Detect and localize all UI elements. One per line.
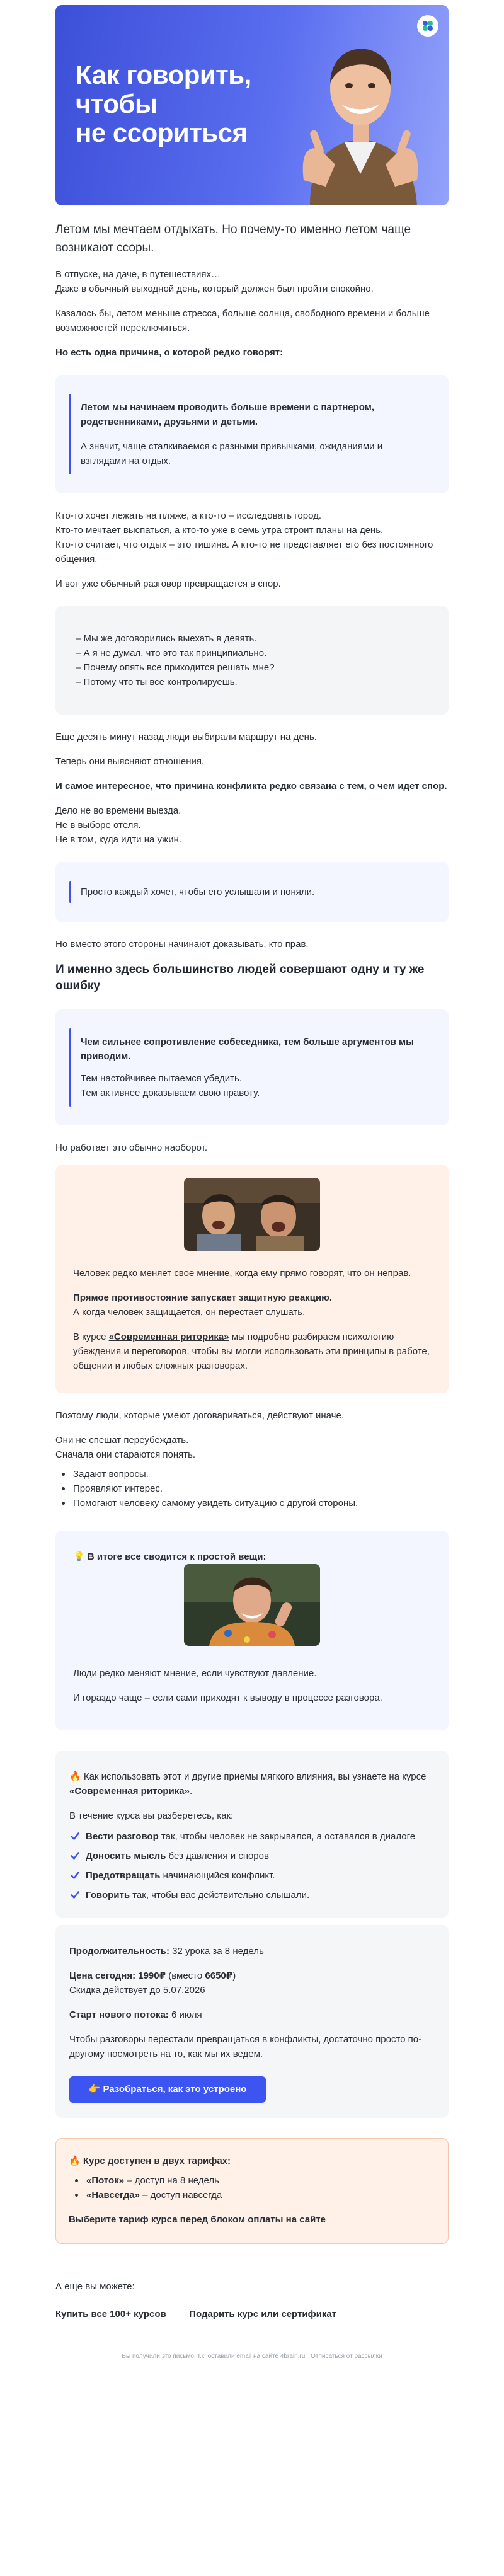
paragraph — [55, 509, 449, 566]
tariff-card — [55, 2138, 449, 2244]
hero-banner — [55, 5, 449, 205]
list-item: Проявляют интерес. — [55, 1481, 449, 1496]
tariff-desc: – доступ навсегда — [139, 2190, 222, 2200]
paragraph: Но работает это обычно наоборот. — [55, 1142, 208, 1153]
benefit-list — [69, 1829, 435, 1902]
tariff-name: «Поток» — [86, 2175, 125, 2186]
price-text: Чтобы разговоры перестали превращаться в конфликты, достаточно просто по-другому посмотреть на то, как мы их ведем. — [69, 2034, 422, 2059]
text-fragment: В курсе — [73, 1331, 109, 1342]
intro-lead: Летом мы мечтаем отдыхать. Но почему-то именно летом чаще возникают ссоры. — [55, 223, 411, 255]
benefit-bold: Доносить мысль — [86, 1851, 166, 1861]
site-link[interactable]: 4brain.ru — [280, 2353, 306, 2360]
price-old: 6650₽ — [205, 1970, 233, 1981]
paragraph: И вот уже обычный разговор превращается в спор. — [55, 578, 281, 589]
movie-still-image — [184, 1178, 320, 1251]
intro-reason: Но есть одна причина, о которой редко говорят: — [55, 347, 284, 358]
quote-bold: Чем сильнее сопротивление собеседника, тем больше аргументов мы приводим. — [81, 1037, 414, 1062]
summary-title-text: В итоге все сводится к простой вещи: — [87, 1551, 266, 1562]
dialog-line: – Мы же договорились выехать в девять. — [76, 633, 257, 644]
fire-icon: 🔥 — [69, 2156, 81, 2166]
info-card — [55, 1165, 449, 1393]
course-card — [55, 1751, 449, 1918]
text-line: Они не спешат переубеждать. — [55, 1435, 189, 1446]
duration-line — [69, 1944, 435, 1958]
quote-text: Просто каждый хочет, чтобы его услышали и поняли. — [81, 887, 315, 897]
paragraph-bold: И самое интересное, что причина конфликта редко связана с тем, о чем идет спор. — [55, 781, 447, 791]
pointing-hand-icon: 👉 — [88, 2084, 101, 2095]
benefit-item — [69, 1888, 435, 1902]
summary-text: Люди редко меняют мнение, если чувствуют давление. — [73, 1668, 317, 1679]
more-links — [55, 2309, 449, 2320]
paragraph — [55, 803, 449, 847]
check-icon — [71, 1851, 79, 1860]
list-item: Помогают человеку самому увидеть ситуацию с другой стороны. — [55, 1496, 449, 1510]
tariff-item — [69, 2188, 435, 2202]
benefit-text: так, чтобы человек не закрывался, а оставался в диалоге — [158, 1831, 416, 1842]
tariff-name: «Навсегда» — [86, 2190, 140, 2200]
start-line — [69, 2008, 435, 2022]
benefit-text: так, чтобы вас действительно слышали. — [130, 1890, 310, 1900]
price-today: Цена сегодня: 1990₽ — [69, 1970, 166, 1981]
unsubscribe-link[interactable]: Отписаться от рассылки — [311, 2353, 382, 2360]
card-text: А когда человек защищается, он перестает слушать. — [73, 1307, 306, 1318]
dialog-line: – А я не думал, что это так принципиально. — [76, 648, 267, 658]
intro-paragraph: Казалось бы, летом меньше стресса, больше солнца, свободного времени и больше возможностей переключиться. — [55, 308, 430, 333]
card-bold: Прямое противостояние запускает защитную реакцию. — [73, 1292, 333, 1303]
text-line: Кто-то хочет лежать на пляже, а кто-то – исследовать город. — [55, 510, 322, 521]
summary-card — [55, 1531, 449, 1730]
email-container — [55, 0, 449, 2372]
benefit-text: без давления и споров — [166, 1851, 269, 1861]
paragraph: Еще десять минут назад люди выбирали маршрут на день. — [55, 732, 317, 742]
hero-title-line: не ссориться — [76, 118, 248, 147]
quote-block — [55, 862, 449, 922]
benefit-item — [69, 1868, 435, 1883]
footer-text: Вы получили это письмо, т.к. оставили email на сайте — [122, 2353, 279, 2360]
tariff-cta: Выберите тариф курса перед блоком оплаты на сайте — [69, 2214, 326, 2225]
course-subtitle: В течение курса вы разберетесь, как: — [69, 1810, 234, 1821]
bullet-list — [55, 1467, 449, 1510]
text-line: Не в том, куда идти на ужин. — [55, 834, 182, 845]
quote-text: Тем настойчивее пытаемся убедить. — [81, 1073, 243, 1084]
paragraph — [55, 1433, 449, 1462]
tariff-desc: – доступ на 8 недель — [124, 2175, 219, 2186]
quote-text: А значит, чаще сталкиваемся с разными привычками, ожиданиями и взглядами на отдых. — [81, 441, 383, 466]
movie-still-image — [184, 1564, 320, 1646]
tariff-title — [69, 2154, 435, 2168]
price-line — [69, 1969, 435, 1983]
dialog-block — [55, 606, 449, 715]
tariff-title-text: Курс доступен в двух тарифах: — [83, 2156, 231, 2166]
cta-button[interactable] — [69, 2076, 266, 2103]
course-link[interactable]: «Современная риторика» — [69, 1786, 190, 1797]
paragraph: Но вместо этого стороны начинают доказывать, кто прав. — [55, 939, 309, 950]
benefit-item — [69, 1849, 435, 1863]
card-text: Человек редко меняет свое мнение, когда ему прямо говорят, что он неправ. — [73, 1268, 411, 1279]
paragraph: Теперь они выясняют отношения. — [55, 756, 205, 767]
section-heading: И именно здесь большинство людей совершают одну и ту же ошибку — [55, 963, 425, 992]
quote-block — [55, 375, 449, 493]
cta-button-label: Разобраться, как это устроено — [103, 2084, 247, 2095]
price-card — [55, 1925, 449, 2118]
quote-bold: Летом мы начинаем проводить больше времени с партнером, родственниками, друзьями и детьми. — [81, 402, 374, 427]
intro-line: В отпуске, на даче, в путешествиях… — [55, 269, 220, 280]
check-icon — [71, 1832, 79, 1841]
start-value: 6 июля — [168, 2010, 202, 2020]
hero-title-line: Как говорить, — [76, 60, 251, 89]
course-link[interactable]: «Современная риторика» — [108, 1331, 229, 1342]
quote-block — [55, 1009, 449, 1125]
footer — [55, 2353, 449, 2372]
start-label: Старт нового потока: — [69, 2010, 169, 2020]
pointing-man-illustration — [297, 23, 423, 205]
text-fragment: мы подробно разбираем психологию убеждения и переговоров, чтобы вы могли использовать эти принципы в работе, общении и любых сложных разговорах. — [73, 1331, 430, 1371]
dialog-line: – Почему опять все приходится решать мне? — [76, 662, 275, 673]
benefit-bold: Вести разговор — [86, 1831, 159, 1842]
text-fragment: . — [189, 1786, 193, 1797]
discount-line: Скидка действует до 5.07.2026 — [69, 1985, 205, 1996]
text-fragment: Как использовать этот и другие приемы мягкого влияния, вы узнаете на курсе — [83, 1771, 427, 1782]
duration-label: Продолжительность: — [69, 1946, 169, 1957]
lightbulb-icon: 💡 — [73, 1551, 85, 1562]
dialog-line: – Потому что ты все контролируешь. — [76, 677, 238, 687]
benefit-bold: Говорить — [86, 1890, 130, 1900]
intro-paragraph — [55, 267, 449, 296]
tariff-list — [69, 2173, 435, 2202]
benefit-bold: Предотвращать — [86, 1870, 161, 1881]
intro-line: Даже в обычный выходной день, который должен был пройти спокойно. — [55, 284, 374, 294]
benefit-item — [69, 1829, 435, 1844]
text-line: Не в выборе отеля. — [55, 820, 141, 831]
duration-value: 32 урока за 8 недель — [169, 1946, 264, 1957]
fire-icon: 🔥 — [69, 1771, 81, 1782]
quote-text: Тем активнее доказываем свою правоту. — [81, 1088, 260, 1098]
text-fragment: ) — [232, 1970, 236, 1981]
card-text — [73, 1330, 431, 1373]
text-line: Кто-то считает, что отдых – это тишина. А кто-то не представляет его без постоянного общения. — [55, 539, 433, 565]
more-title: А еще вы можете: — [55, 2281, 135, 2292]
hero-title-line: чтобы — [76, 89, 158, 118]
tariff-item — [69, 2173, 435, 2188]
gift-course-link[interactable]: Подарить курс или сертификат — [189, 2309, 337, 2320]
buy-all-courses-link[interactable]: Купить все 100+ курсов — [55, 2309, 166, 2320]
check-icon — [71, 1890, 79, 1899]
course-intro — [69, 1769, 435, 1798]
text-line: Кто-то мечтает выспаться, а кто-то уже в семь утра строит планы на день. — [55, 525, 384, 536]
text-line: Дело не во времени выезда. — [55, 805, 181, 816]
text-fragment: (вместо — [166, 1970, 205, 1981]
hero-title — [76, 60, 290, 147]
list-item: Задают вопросы. — [55, 1467, 449, 1481]
paragraph: Поэтому люди, которые умеют договариваться, действуют иначе. — [55, 1410, 344, 1421]
text-line: Сначала они стараются понять. — [55, 1449, 196, 1460]
benefit-text: начинающийся конфликт. — [160, 1870, 275, 1881]
summary-text: И гораздо чаще – если сами приходят к выводу в процессе разговора. — [73, 1693, 382, 1703]
summary-title — [73, 1550, 431, 1564]
check-icon — [71, 1871, 79, 1880]
